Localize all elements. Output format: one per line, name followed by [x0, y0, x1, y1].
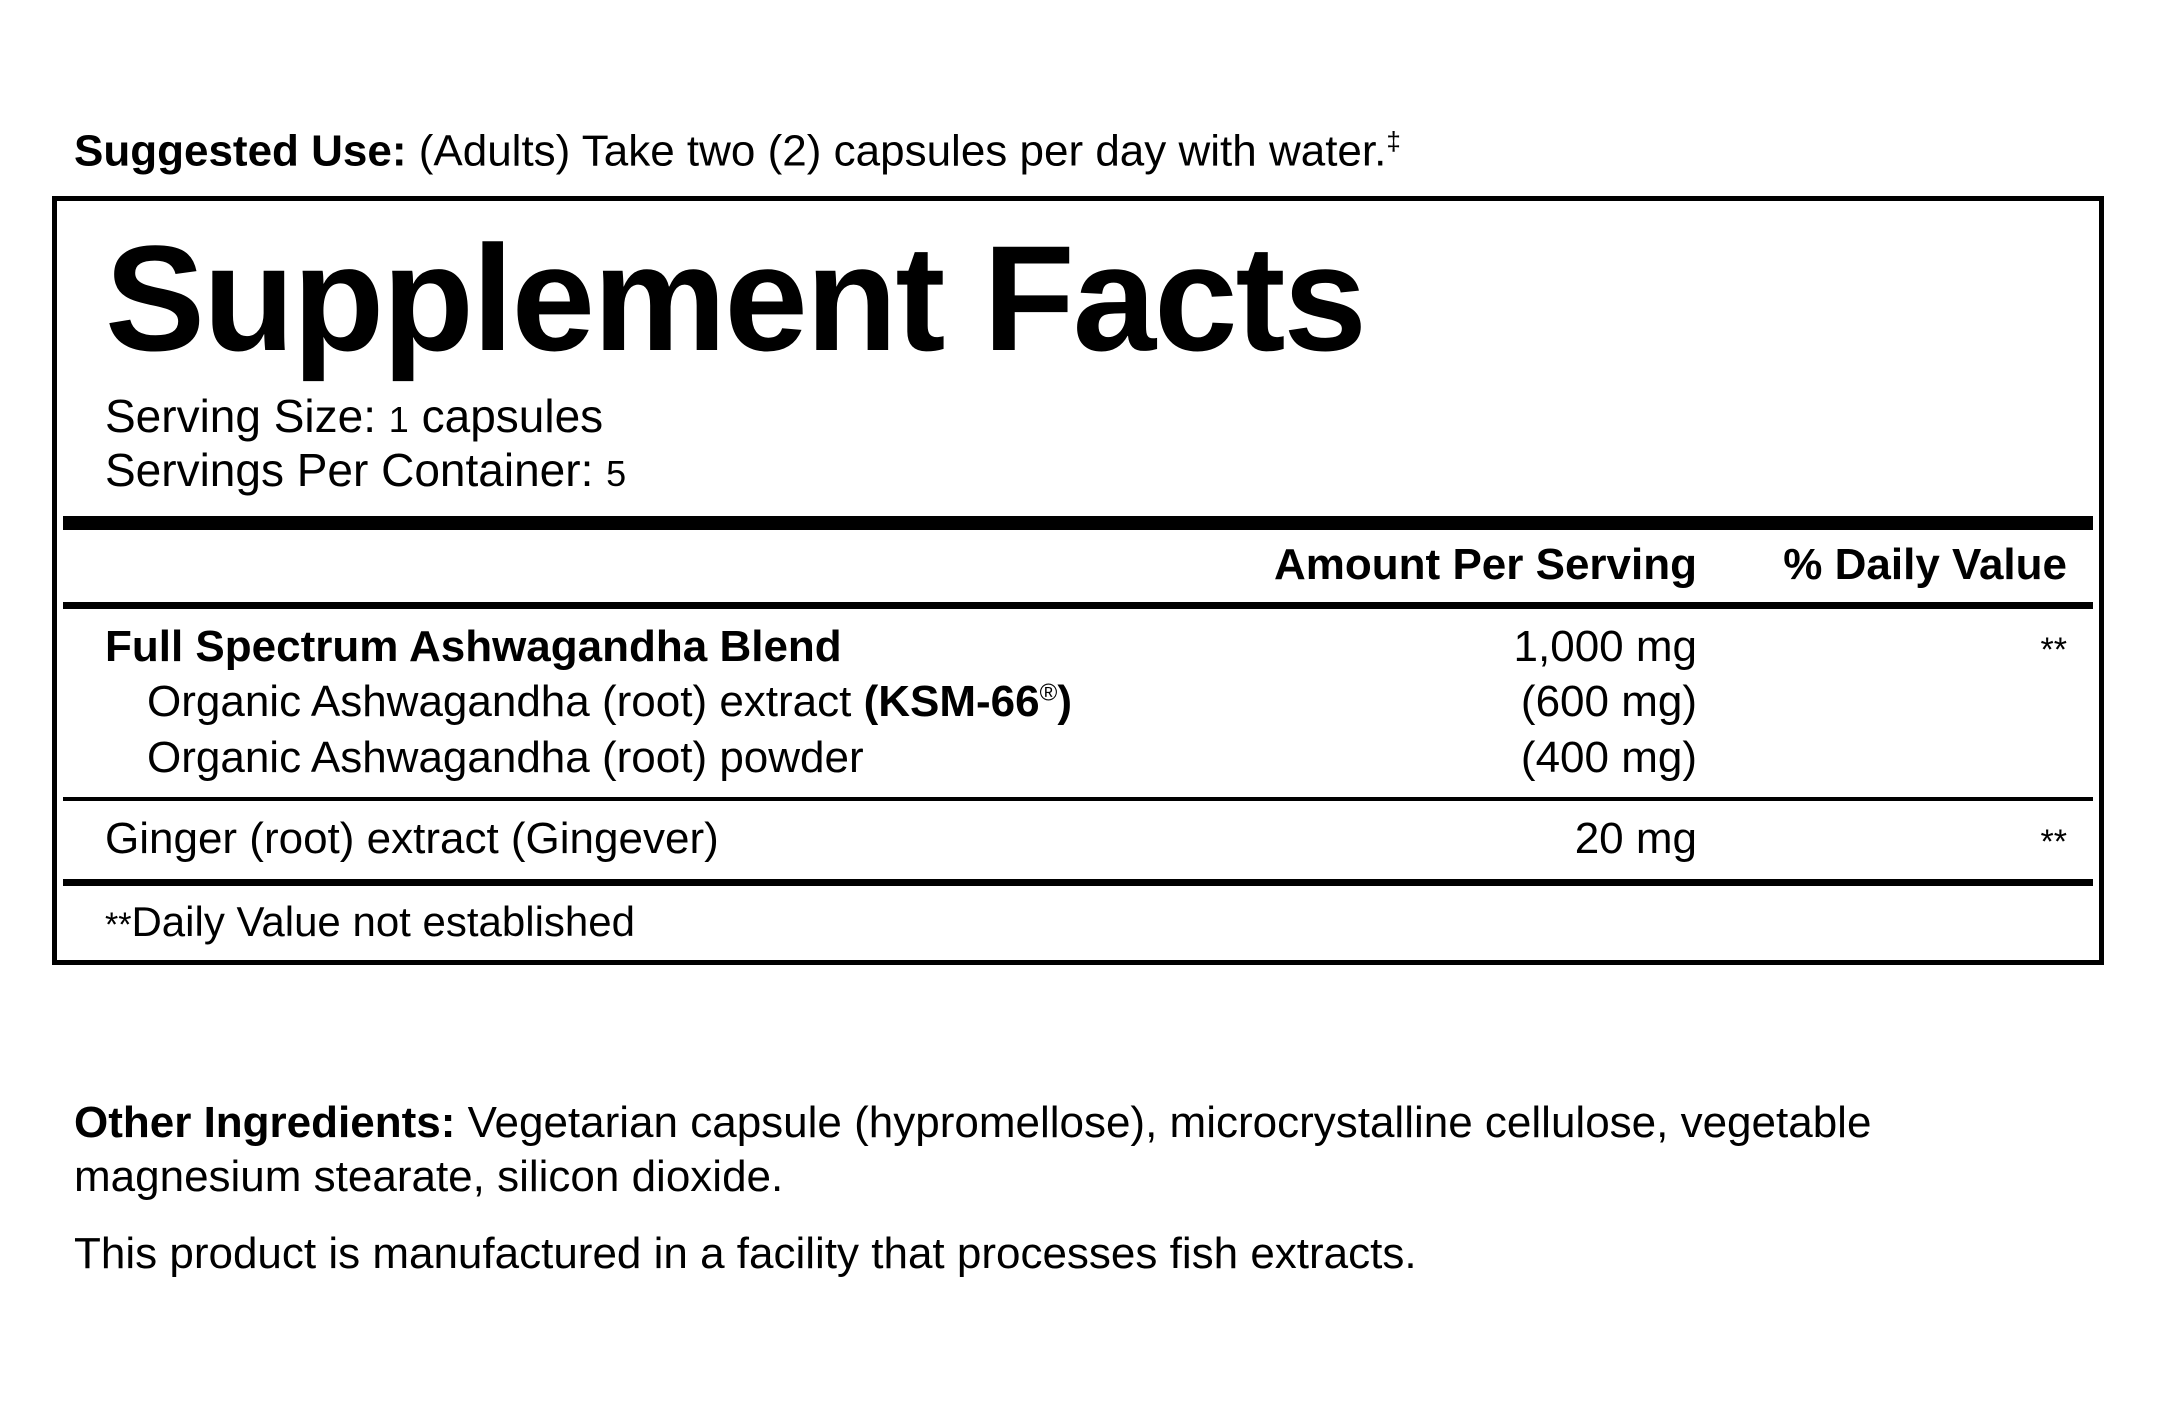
other-ingredients-text: Vegetarian capsule (hypromellose), microcrystalline cellulose, vegetable magnesium stearate, silicon dioxide.	[74, 1098, 1872, 1201]
table-row	[105, 674, 2085, 730]
serving-size-value: 1	[388, 399, 409, 440]
column-header-amount: Amount Per Serving	[1274, 539, 1697, 589]
table-row	[105, 619, 2085, 675]
table-row	[105, 811, 2085, 867]
nutrient-name-suffix: )	[1057, 677, 1072, 727]
nutrient-name	[105, 678, 1227, 726]
divider-thick-top	[63, 516, 2093, 530]
column-header-row	[57, 530, 2099, 602]
other-ingredients-block	[74, 1096, 2074, 1203]
nutrient-amount: (400 mg)	[1520, 732, 1697, 782]
footnote-text: Daily Value not established	[131, 897, 635, 945]
nutrient-rows-group-1	[57, 609, 2099, 798]
nutrient-name: Organic Ashwagandha (root) powder	[147, 732, 864, 782]
dagger-symbol: ‡	[1386, 126, 1401, 156]
serving-info	[57, 383, 2099, 516]
column-header-daily-value: % Daily Value	[1783, 539, 2067, 589]
serving-size-unit: capsules	[421, 390, 604, 442]
nutrient-name-prefix: Organic Ashwagandha (root) extract	[147, 677, 864, 727]
nutrient-name: Ginger (root) extract (Gingever)	[105, 814, 719, 864]
footnote-stars: **	[105, 905, 132, 944]
facts-panel	[52, 196, 2104, 965]
servings-per-container-line	[105, 443, 2099, 497]
serving-size-line	[105, 389, 2099, 443]
nutrient-amount: 1,000 mg	[1513, 621, 1697, 671]
servings-per-container-label: Servings Per Container:	[105, 444, 594, 497]
nutrient-daily-value: **	[2040, 630, 2067, 669]
facility-statement: This product is manufactured in a facility that processes fish extracts.	[74, 1229, 1417, 1278]
nutrient-daily-value: **	[2040, 823, 2067, 862]
serving-size-label: Serving Size:	[105, 390, 377, 442]
suggested-use-label: Suggested Use:	[74, 126, 407, 176]
divider-under-headers	[63, 602, 2093, 609]
table-row	[105, 730, 2085, 786]
nutrient-rows-group-2	[57, 801, 2099, 879]
nutrient-amount: (600 mg)	[1520, 677, 1697, 727]
registered-mark-icon: ®	[1039, 679, 1058, 707]
ksm66-trademark: (KSM-66	[863, 677, 1040, 727]
suggested-use-line	[74, 128, 1401, 175]
servings-per-container-value: 5	[606, 453, 627, 495]
nutrient-name: Full Spectrum Ashwagandha Blend	[105, 621, 842, 671]
divider-above-footnote	[63, 879, 2093, 886]
footnote-row	[57, 886, 2099, 960]
nutrient-amount: 20 mg	[1574, 814, 1697, 864]
other-ingredients-label: Other Ingredients:	[74, 1098, 456, 1147]
suggested-use-text: (Adults) Take two (2) capsules per day with water.	[406, 126, 1387, 176]
panel-title: Supplement Facts	[105, 214, 1365, 382]
